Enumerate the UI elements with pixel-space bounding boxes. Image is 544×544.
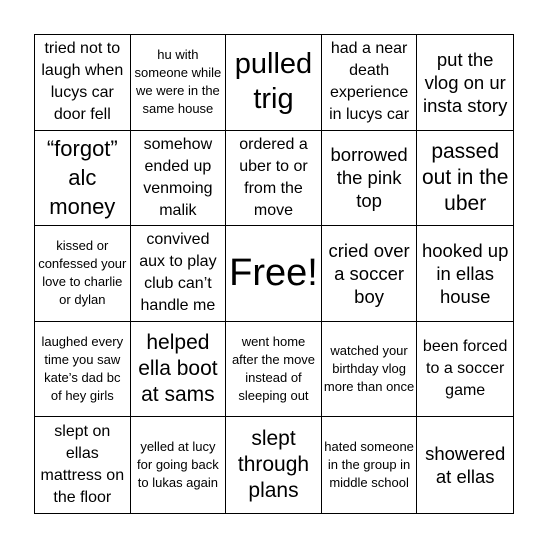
bingo-cell[interactable]: [322, 417, 418, 513]
bingo-cell-text: kissed or confessed your love to charlie or dylan: [38, 238, 127, 308]
bingo-cell[interactable]: [35, 417, 131, 513]
bingo-cell[interactable]: [417, 35, 513, 131]
bingo-cell-text: put the vlog on ur insta story: [423, 48, 508, 116]
bingo-cell[interactable]: [226, 322, 322, 418]
bingo-cell[interactable]: [131, 322, 227, 418]
bingo-cell[interactable]: [417, 226, 513, 322]
bingo-cell-text: went home after the move instead of sleeping out: [231, 334, 316, 404]
bingo-cell[interactable]: [131, 226, 227, 322]
bingo-cell-text: pulled trig: [234, 48, 313, 116]
bingo-board: [34, 34, 514, 514]
bingo-cell[interactable]: [35, 226, 131, 322]
bingo-cell-text: tried not to laugh when lucys car door fell: [41, 40, 124, 124]
bingo-cell[interactable]: [226, 35, 322, 131]
bingo-cell[interactable]: [226, 131, 322, 227]
bingo-cell-text: had a near death experience in lucys car: [329, 40, 410, 124]
bingo-cell[interactable]: [417, 417, 513, 513]
bingo-cell-text: somehow ended up venmoing malik: [143, 135, 213, 219]
bingo-cell[interactable]: [226, 417, 322, 513]
bingo-cell-text: ordered a uber to or from the move: [239, 135, 308, 219]
bingo-cell-text: borrowed the pink top: [330, 144, 408, 212]
bingo-cell[interactable]: [322, 226, 418, 322]
bingo-free-cell[interactable]: [226, 226, 322, 322]
bingo-cell[interactable]: [131, 131, 227, 227]
bingo-cell-text: yelled at lucy for going back to lukas again: [137, 439, 219, 491]
bingo-cell-text: cried over a soccer boy: [328, 239, 410, 307]
bingo-cell[interactable]: [322, 322, 418, 418]
bingo-cell[interactable]: [35, 35, 131, 131]
bingo-cell-text: hooked up in ellas house: [421, 239, 509, 307]
bingo-cell-text: laughed every time you saw kate’s dad bc of hey girls: [41, 334, 124, 404]
bingo-cell-text: helped ella boot at sams: [138, 331, 218, 407]
bingo-cell[interactable]: [35, 322, 131, 418]
bingo-cell-text: “forgot” alc money: [46, 136, 118, 220]
bingo-cell[interactable]: [322, 131, 418, 227]
bingo-cell[interactable]: [322, 35, 418, 131]
bingo-cell-text: watched your birthday vlog more than once: [323, 343, 415, 395]
bingo-cell-text: slept on ellas mattress on the floor: [40, 423, 125, 507]
bingo-cell[interactable]: [131, 417, 227, 513]
bingo-cell-text: slept through plans: [237, 427, 310, 503]
bingo-cell[interactable]: [131, 35, 227, 131]
bingo-cell[interactable]: [417, 322, 513, 418]
bingo-cell[interactable]: [417, 131, 513, 227]
bingo-cell-text: Free!: [229, 252, 318, 295]
bingo-cell-text: hu with someone while we were in the same house: [134, 47, 222, 117]
bingo-cell-text: showered at ellas: [425, 443, 506, 488]
bingo-cell-text: passed out in the uber: [421, 139, 509, 215]
bingo-cell[interactable]: [35, 131, 131, 227]
bingo-cell-text: been forced to a soccer game: [422, 338, 508, 400]
bingo-cell-text: convived aux to play club can’t handle me: [139, 231, 217, 315]
bingo-cell-text: hated someone in the group in middle school: [324, 439, 414, 491]
